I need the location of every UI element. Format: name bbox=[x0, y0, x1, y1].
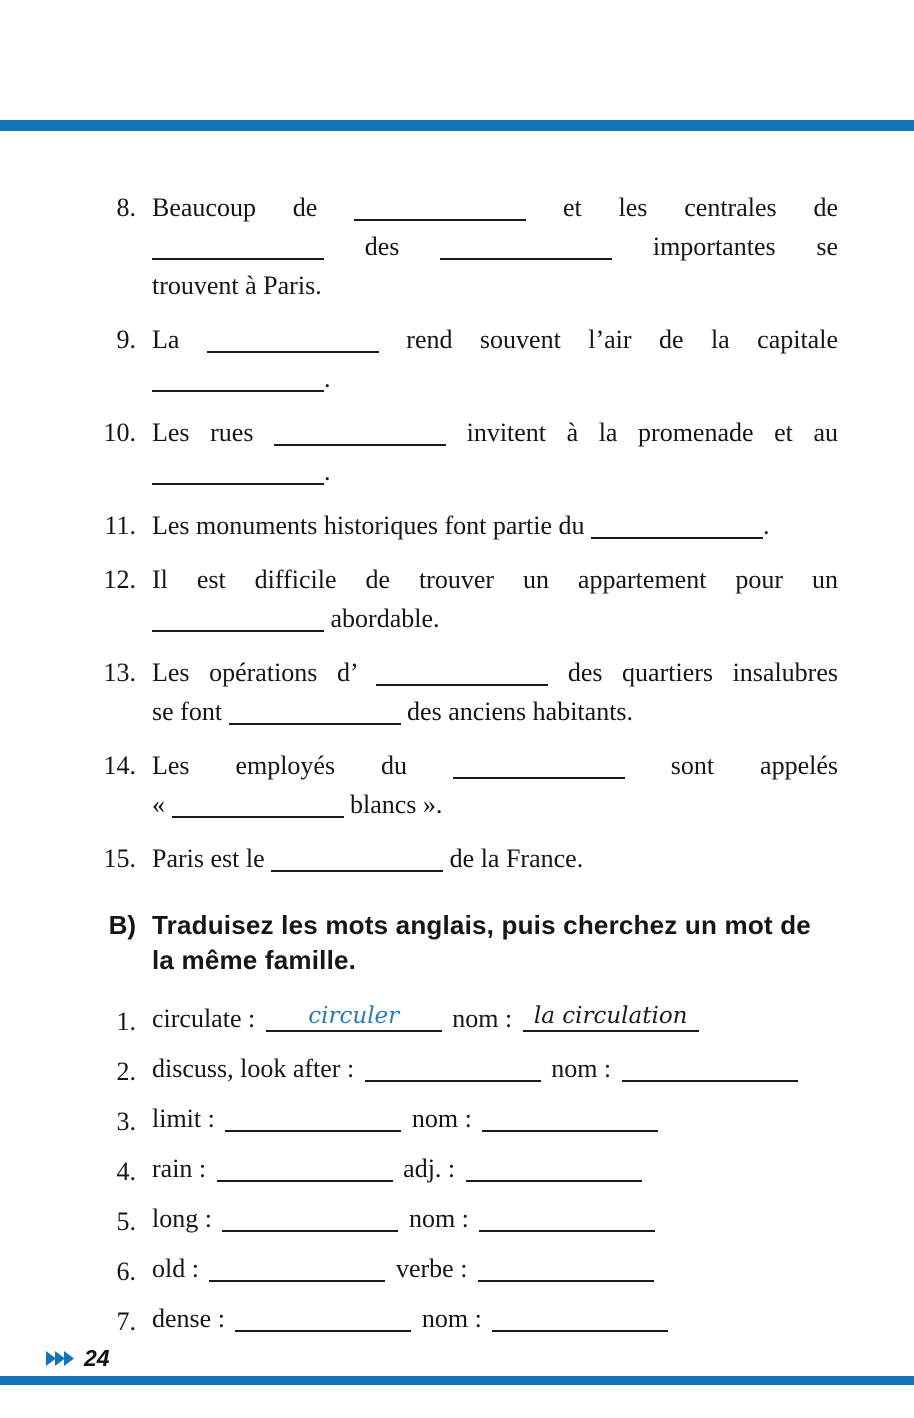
answer-blank bbox=[453, 751, 625, 779]
exercise-content bbox=[100, 188, 838, 1352]
fast-forward-chevrons-icon bbox=[44, 1351, 76, 1366]
answer-blank bbox=[622, 1054, 798, 1082]
answer-blank bbox=[591, 511, 763, 539]
exercise-item bbox=[100, 839, 838, 878]
item-text bbox=[152, 188, 838, 305]
text-line: . bbox=[152, 452, 838, 491]
text-line: « blancs ». bbox=[152, 790, 443, 819]
answer-blank bbox=[523, 1004, 699, 1032]
answer-blank bbox=[466, 1154, 642, 1182]
item-number: 14. bbox=[103, 751, 136, 780]
answer-blank bbox=[482, 1104, 658, 1132]
answer-blank bbox=[152, 364, 324, 392]
item-number: 5. bbox=[116, 1207, 136, 1236]
text-line: Il est difficile de trouver un appartement pour un bbox=[152, 565, 838, 594]
item-number: 15. bbox=[103, 844, 136, 873]
answer-blank bbox=[478, 1254, 654, 1282]
translation-item bbox=[100, 1152, 838, 1191]
item-number: 6. bbox=[116, 1257, 136, 1286]
answer-blank bbox=[376, 658, 548, 686]
exercise-item bbox=[100, 413, 838, 491]
item-number: 7. bbox=[116, 1307, 136, 1336]
translation-item bbox=[100, 1002, 838, 1041]
handwritten-answer: circuler bbox=[308, 1003, 400, 1029]
answer-blank bbox=[152, 604, 324, 632]
exercise-item bbox=[100, 746, 838, 824]
item-number: 3. bbox=[116, 1107, 136, 1136]
text-line: . bbox=[152, 359, 838, 398]
text-line: Les monuments historiques font partie du . bbox=[152, 511, 770, 540]
text-line: abordable. bbox=[152, 599, 838, 638]
item-text: long : nom : bbox=[152, 1202, 838, 1241]
answer-blank bbox=[365, 1054, 541, 1082]
answer-blank bbox=[222, 1204, 398, 1232]
text-line: se font des anciens habitants. bbox=[152, 697, 634, 726]
exercise-item bbox=[100, 320, 838, 398]
text-line: La rend souvent l’air de la capitale bbox=[152, 325, 838, 354]
text-line: Beaucoup de et les centrales de bbox=[152, 193, 838, 222]
text-line: Les rues invitent à la promenade et au bbox=[152, 418, 839, 447]
item-number: 4. bbox=[116, 1157, 136, 1186]
answer-blank bbox=[172, 790, 344, 818]
bottom-rule bbox=[0, 1376, 914, 1385]
item-text: old : verbe : bbox=[152, 1252, 838, 1291]
answer-blank bbox=[492, 1304, 668, 1332]
text-line: Les opérations d’ des quartiers insalubres bbox=[152, 658, 838, 687]
item-text bbox=[152, 653, 838, 731]
item-number: 10. bbox=[103, 418, 136, 447]
handwritten-answer: la circulation bbox=[533, 1003, 688, 1029]
section-a-list bbox=[100, 188, 838, 878]
item-text: dense : nom : bbox=[152, 1302, 838, 1341]
translation-item bbox=[100, 1302, 838, 1341]
page-number: 24 bbox=[84, 1345, 110, 1371]
section-b-label: B) bbox=[108, 910, 136, 940]
section-b-title: Traduisez les mots anglais, puis cherchez un mot de la même famille. bbox=[152, 910, 811, 975]
page-footer bbox=[44, 1345, 110, 1372]
answer-blank bbox=[229, 697, 401, 725]
item-number: 2. bbox=[116, 1057, 136, 1086]
answer-blank bbox=[354, 193, 526, 221]
answer-blank bbox=[152, 457, 324, 485]
answer-blank bbox=[209, 1254, 385, 1282]
item-text bbox=[152, 506, 838, 545]
section-b-heading bbox=[100, 908, 838, 978]
section-b-list bbox=[100, 1002, 838, 1341]
item-text bbox=[152, 746, 838, 824]
text-line: des importantes se bbox=[152, 227, 838, 266]
answer-blank bbox=[479, 1204, 655, 1232]
item-text bbox=[152, 413, 838, 491]
exercise-item bbox=[100, 653, 838, 731]
answer-blank bbox=[207, 325, 379, 353]
answer-blank bbox=[274, 418, 446, 446]
text-line: Les employés du sont appelés bbox=[152, 751, 838, 780]
text-line: trouvent à Paris. bbox=[152, 271, 322, 300]
answer-blank bbox=[440, 232, 612, 260]
item-number: 11. bbox=[104, 511, 136, 540]
answer-blank bbox=[217, 1154, 393, 1182]
item-text bbox=[152, 320, 838, 398]
item-text bbox=[152, 560, 838, 638]
item-text: limit : nom : bbox=[152, 1102, 838, 1141]
item-number: 9. bbox=[116, 325, 136, 354]
text-line: Paris est le de la France. bbox=[152, 844, 584, 873]
item-text bbox=[152, 839, 838, 878]
item-number: 1. bbox=[116, 1007, 136, 1036]
item-text: discuss, look after : nom : bbox=[152, 1052, 838, 1091]
answer-blank bbox=[235, 1304, 411, 1332]
top-rule bbox=[0, 120, 914, 131]
item-number: 13. bbox=[103, 658, 136, 687]
answer-blank bbox=[152, 232, 324, 260]
exercise-item bbox=[100, 506, 838, 545]
translation-item bbox=[100, 1252, 838, 1291]
answer-blank bbox=[266, 1004, 442, 1032]
translation-item bbox=[100, 1102, 838, 1141]
item-number: 12. bbox=[103, 565, 136, 594]
answer-blank bbox=[225, 1104, 401, 1132]
answer-blank bbox=[271, 844, 443, 872]
item-number: 8. bbox=[116, 193, 136, 222]
exercise-item bbox=[100, 188, 838, 305]
exercise-item bbox=[100, 560, 838, 638]
translation-item bbox=[100, 1202, 838, 1241]
item-text: rain : adj. : bbox=[152, 1152, 838, 1191]
translation-item bbox=[100, 1052, 838, 1091]
item-text: circulate : circuler nom : la circulation bbox=[152, 1002, 838, 1041]
